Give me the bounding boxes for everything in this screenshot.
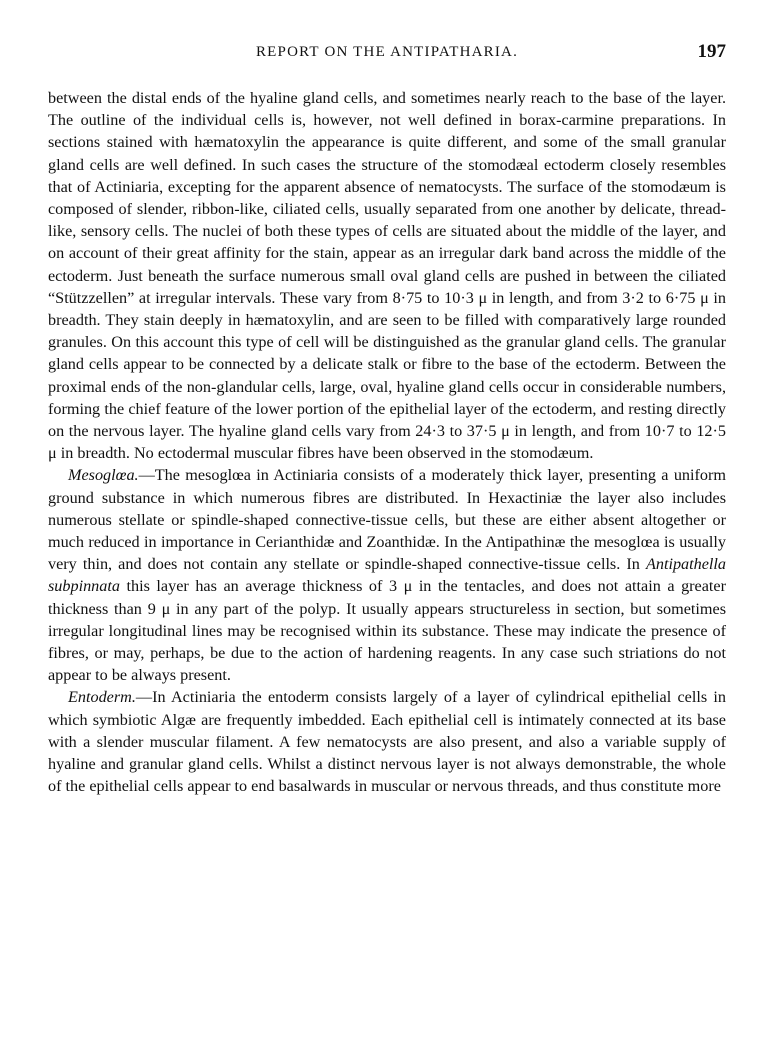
paragraph-entoderm — [48, 686, 726, 797]
species-name: Antipathella subpinnata — [48, 555, 726, 596]
body-text — [48, 87, 726, 798]
paragraph-entoderm-text: —In Actiniaria the entoderm consists largely of a layer of cylindrical epithelial cells in which symbiotic Algæ are frequently imbedded. Each epithelial cell is intimately connected at its base with a slender muscular filament. A few nematocysts are also present, and also a variable supply of hyaline and granular gland cells. Whilst a distinct nervous layer is not always demonstrable, the whole of the epithelial cells appear to end basalwards in muscular or nervous threads, and thus constitute more — [48, 688, 726, 796]
section-heading-entoderm: Entoderm. — [68, 688, 136, 707]
page-number: 197 — [697, 41, 726, 62]
paragraph-stomodaeal-ectoderm: between the distal ends of the hyaline gland cells, and sometimes nearly reach to the base of the layer. The outline of the individual cells is, however, not well defined in borax-carmine preparations. In sections stained with hæmatoxylin the appearance is quite different, and some of the small granular gland cells are well defined. In such cases the structure of the stomodæal ectoderm closely resembles that of Actiniaria, excepting for the apparent absence of nematocysts. The surface of the stomodæum is composed of slender, ribbon-like, ciliated cells, usually separated from one another by delicate, thread-like, sensory cells. The nuclei of both these types of cells are situated about the middle of the layer, and on account of their great affinity for the stain, appear as an irregular dark band across the middle of the ectoderm. Just beneath the surface numerous small oval gland cells are pushed in between the ciliated “Stützzellen” at irregular intervals. These vary from 8·75 to 10·3 μ in length, and from 3·2 to 6·75 μ in breadth. They stain deeply in hæmatoxylin, and are seen to be filled with comparatively large rounded granules. On this account this type of cell will be distinguished as the granular gland cells. The granular gland cells appear to be connected by a delicate stalk or fibre to the base of the ectoderm. Between the proximal ends of the non-glandular cells, large, oval, hyaline gland cells occur in considerable numbers, forming the chief feature of the lower portion of the epithelial layer of the ectoderm, and resting directly on the nervous layer. The hyaline gland cells vary from 24·3 to 37·5 μ in length, and from 10·7 to 12·5 μ in breadth. No ectodermal muscular fibres have been observed in the stomodæum. — [48, 89, 726, 463]
page-header — [48, 41, 726, 68]
paragraph-mesogloea-text-a: —The mesoglœa in Actiniaria consists of a moderately thick layer, presenting a uniform ground substance in which numerous fibres are distributed. In Hexactiniæ the layer also includes numerous stellate or spindle-shaped connective-tissue cells, but these are either absent altogether or much reduced in importance in Cerianthidæ and Zoanthidæ. In the Antipathinæ the mesoglœa is usually very thin, and does not contain any stellate or spindle-shaped connective-tissue cells. In — [48, 466, 726, 574]
section-heading-mesogloea: Mesoglœa. — [68, 466, 139, 485]
paragraph-mesogloea-text-b: this layer has an average thickness of 3 μ in the tentacles, and does not attain a greater thickness than 9 μ in any part of the polyp. It usually appears structureless in section, but sometimes irregular longitudinal lines may be recognised within its substance. These may indicate the presence of fibres, or may, perhaps, be due to the action of hardening reagents. In any case such striations do not appear to be always present. — [48, 577, 727, 685]
paragraph-mesogloea — [48, 464, 726, 686]
running-head: REPORT ON THE ANTIPATHARIA. — [255, 44, 519, 60]
